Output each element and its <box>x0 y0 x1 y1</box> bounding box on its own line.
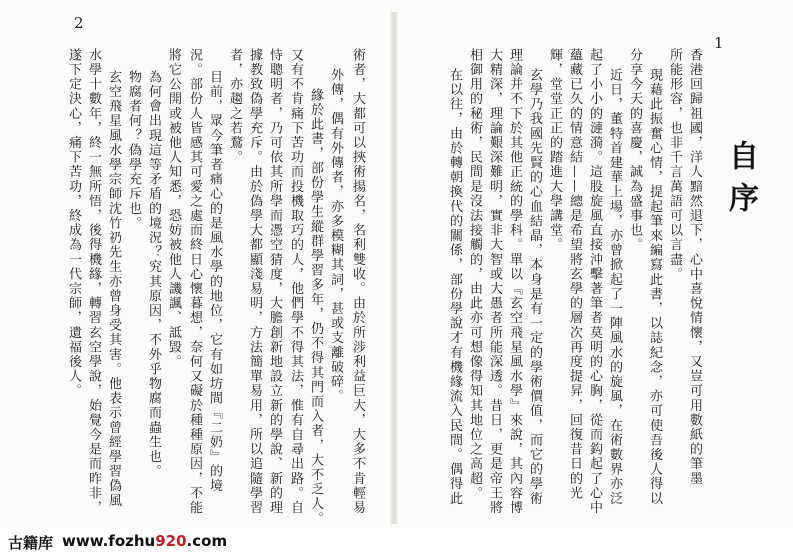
right-col-1: 香港回歸祖國，洋人黯然退下，心中喜悅情懷，又豈可用數紙的筆墨 <box>687 48 702 486</box>
page-title: 自序 <box>723 140 758 224</box>
site-url[interactable] <box>62 532 227 550</box>
right-col-8: 輝，堂堂正正的踏進大學講堂。 <box>547 48 562 253</box>
url-number: 920 <box>155 532 187 550</box>
url-suffix: .com <box>186 532 228 550</box>
watermark-footer <box>0 528 793 554</box>
left-page <box>0 0 390 528</box>
left-col-1: 術者，大都可以挾術揚名，名利雙收。由於所涉利益巨大，大多不肯輕易 <box>350 48 365 516</box>
site-name: 古籍库 <box>8 534 54 552</box>
left-col-3: 緣於此書，部份學生縱群學習多年，仍不得其門而入者，大不乏人。 <box>308 88 323 526</box>
right-col-10: 理論并不下於其他正統的學科。單以『玄空飛星風水學』來說，其內容博 <box>507 48 522 516</box>
right-col-7: 蘊藏已久的情意結——總是希望將玄學的層次再度提昇，回復昔日的光 <box>567 48 582 501</box>
right-col-9: 玄學乃我國先賢的心血結晶，本身是有一定的學術價值，而它的學術 <box>527 68 542 506</box>
right-col-11: 大精深，理論艱深難明，實非大智或大愚者所能深透。昔日，更是帝王將 <box>487 48 502 516</box>
right-col-12: 相御用的秘術，民間是沒法接觸的，由此亦可想像得知其地位之高超。 <box>467 48 482 501</box>
right-col-6: 起了小小的漣漪。這股旋風直接沖擊著筆者莫明的心胸，從而鈎起了心中 <box>587 48 602 516</box>
left-col-14: 水學十數年，終一無所悟，後得機緣，轉習玄空學說，始覺今是而昨非， <box>86 48 101 516</box>
left-col-6: 據教致偽學充斥。由於偽學大都顯淺易明，方法簡單易用，所以追隨學習 <box>247 48 262 516</box>
left-col-8: 目前，眾今筆者痛心的是風水學的地位，它有如坊間『二奶』的境 <box>207 70 222 494</box>
left-col-7: 者，亦趨之若鶩。 <box>227 48 242 165</box>
right-page-number: 1 <box>714 34 724 52</box>
left-col-2: 外傳，偶有外傳者，亦多模糊其詞，甚或支離破碎。 <box>328 68 343 404</box>
book-gutter <box>390 12 398 524</box>
left-col-10: 將它公開或被他人知悉，恐妨被他人譏諷、詆毀。 <box>166 48 181 370</box>
right-col-4: 分享今天的喜慶，誠為盛事也。 <box>627 48 642 253</box>
right-col-2: 所能形容，也非千言萬語可以言盡。 <box>667 48 682 282</box>
left-page-number: 2 <box>74 14 84 32</box>
right-page <box>398 0 793 528</box>
left-col-15: 遂下定決心，痛下苦功，終成為一代宗師，遺福後人。 <box>66 48 81 399</box>
left-col-12: 物腐者何？偽學充斥也。 <box>126 70 141 231</box>
left-col-9: 況。部份人皆感其可愛之處而終日心懷暮想，奈何又礙於種種原因，不能 <box>187 48 202 516</box>
right-col-13: 在以往，由於轉朝換代的關係，部份學說才有機緣流入民間。偶得此 <box>447 68 462 506</box>
left-col-4: 又有不肯痛下苦功而投機取巧的人，他們學不得其法，惟有自尋出路。自 <box>288 48 303 516</box>
right-col-5: 近日，董特首建華上場，亦曾掀起了一陣風水的旋風，在術數界亦泛 <box>607 68 622 506</box>
left-col-13: 玄空飛星風水學宗師沈竹礽先生亦曾身受其害。他表示曾經學習偽風 <box>106 70 121 508</box>
left-col-11: 為何會出現這等矛盾的境況？究其原因，不外乎物腐而蟲生也。 <box>146 70 161 479</box>
url-prefix: www.fozhu <box>62 532 156 550</box>
right-col-3: 現藉此振奮心情，提起筆來編寫此書，以誌紀念，亦可使吾後人得以 <box>647 68 662 506</box>
left-col-5: 恃聰明者，乃可依其所學而憑空猜度，大膽創新地設立新的學說、新的理 <box>267 48 282 516</box>
